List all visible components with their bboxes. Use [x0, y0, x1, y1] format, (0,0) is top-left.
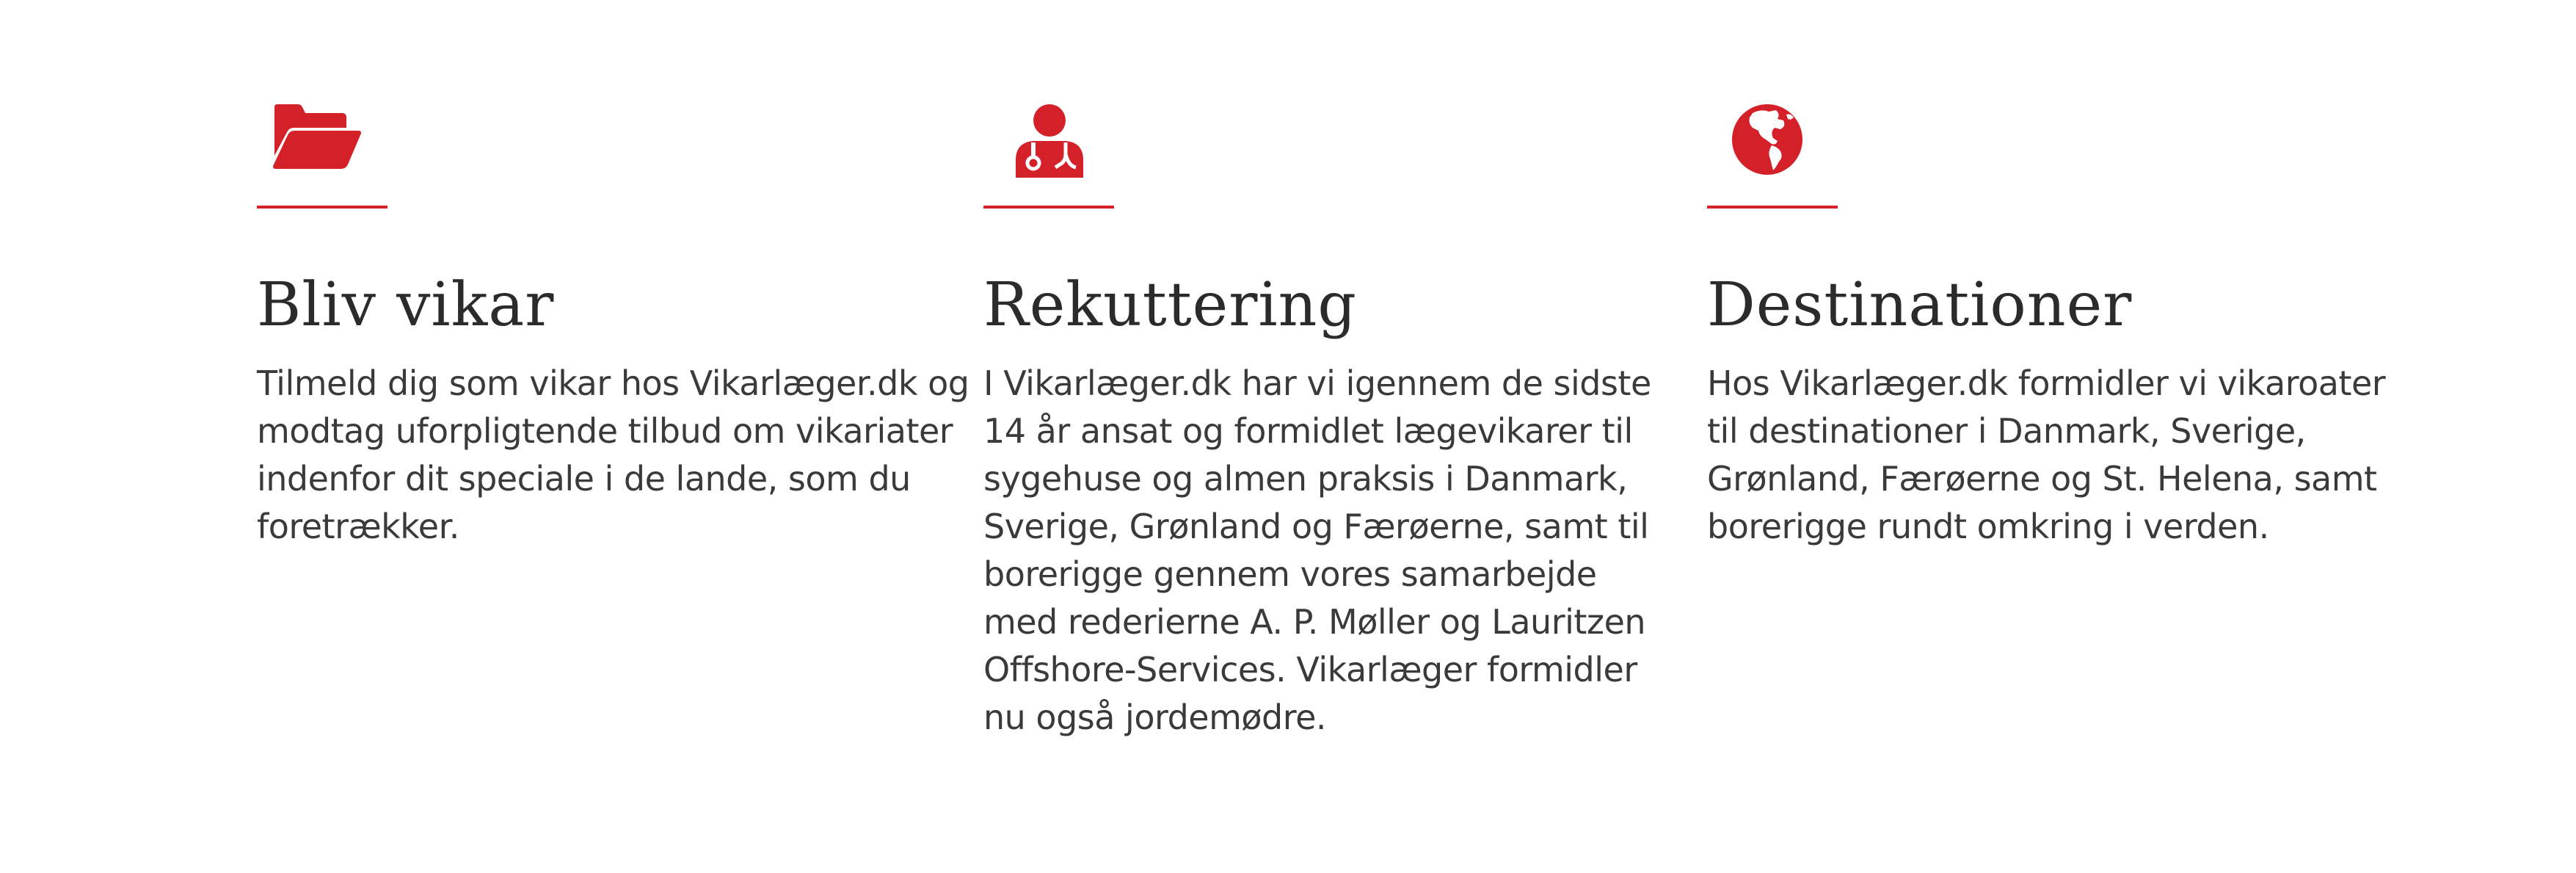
description-line: med rederierne A. P. Møller og Lauritzen	[983, 602, 1646, 642]
feature-title: Bliv vikar	[257, 270, 555, 340]
folder-open-icon	[272, 103, 363, 173]
description-line: nu også jordemødre.	[983, 698, 1327, 737]
feature-icon-wrap	[983, 103, 1644, 191]
feature-title: Destinationer	[1707, 270, 2133, 340]
feature-title: Rekuttering	[983, 270, 1357, 340]
accent-divider	[257, 206, 388, 209]
description-line: Grønland, Færøerne og St. Helena, samt	[1707, 459, 2377, 499]
feature-icon-wrap	[1707, 103, 2368, 191]
doctor-stethoscope-icon	[1011, 103, 1102, 184]
description-line: Hos Vikarlæger.dk formidler vi vikaroater	[1707, 363, 2386, 403]
description-line: Tilmeld dig som vikar hos Vikarlæger.dk og	[257, 363, 969, 403]
description-line: foretrækker.	[257, 507, 459, 546]
feature-description	[983, 360, 1651, 742]
description-line: til destinationer i Danmark, Sverige,	[1707, 411, 2306, 451]
globe-americas-icon	[1732, 103, 1813, 184]
feature-icon-wrap	[257, 103, 917, 191]
feature-description	[1707, 360, 2385, 551]
description-line: borerigge rundt omkring i verden.	[1707, 507, 2269, 546]
description-line: Offshore-Services. Vikarlæger formidler	[983, 650, 1637, 689]
description-line: modtag uforpligtende tilbud om vikariater	[257, 411, 953, 451]
description-line: indenfor dit speciale i de lande, som du	[257, 459, 911, 499]
feature-rekuttering	[983, 103, 1651, 737]
description-line: I Vikarlæger.dk har vi igennem de sidste	[983, 363, 1651, 403]
accent-divider	[983, 206, 1114, 209]
description-line: borerigge gennem vores samarbejde	[983, 554, 1597, 594]
feature-description	[257, 360, 969, 551]
accent-divider	[1707, 206, 1838, 209]
description-line: sygehuse og almen praksis i Danmark,	[983, 459, 1628, 499]
feature-destinationer	[1707, 103, 2386, 546]
feature-bliv-vikar	[257, 103, 969, 546]
description-line: Sverige, Grønland og Færøerne, samt til	[983, 507, 1649, 546]
description-line: 14 år ansat og formidlet lægevikarer til	[983, 411, 1633, 451]
